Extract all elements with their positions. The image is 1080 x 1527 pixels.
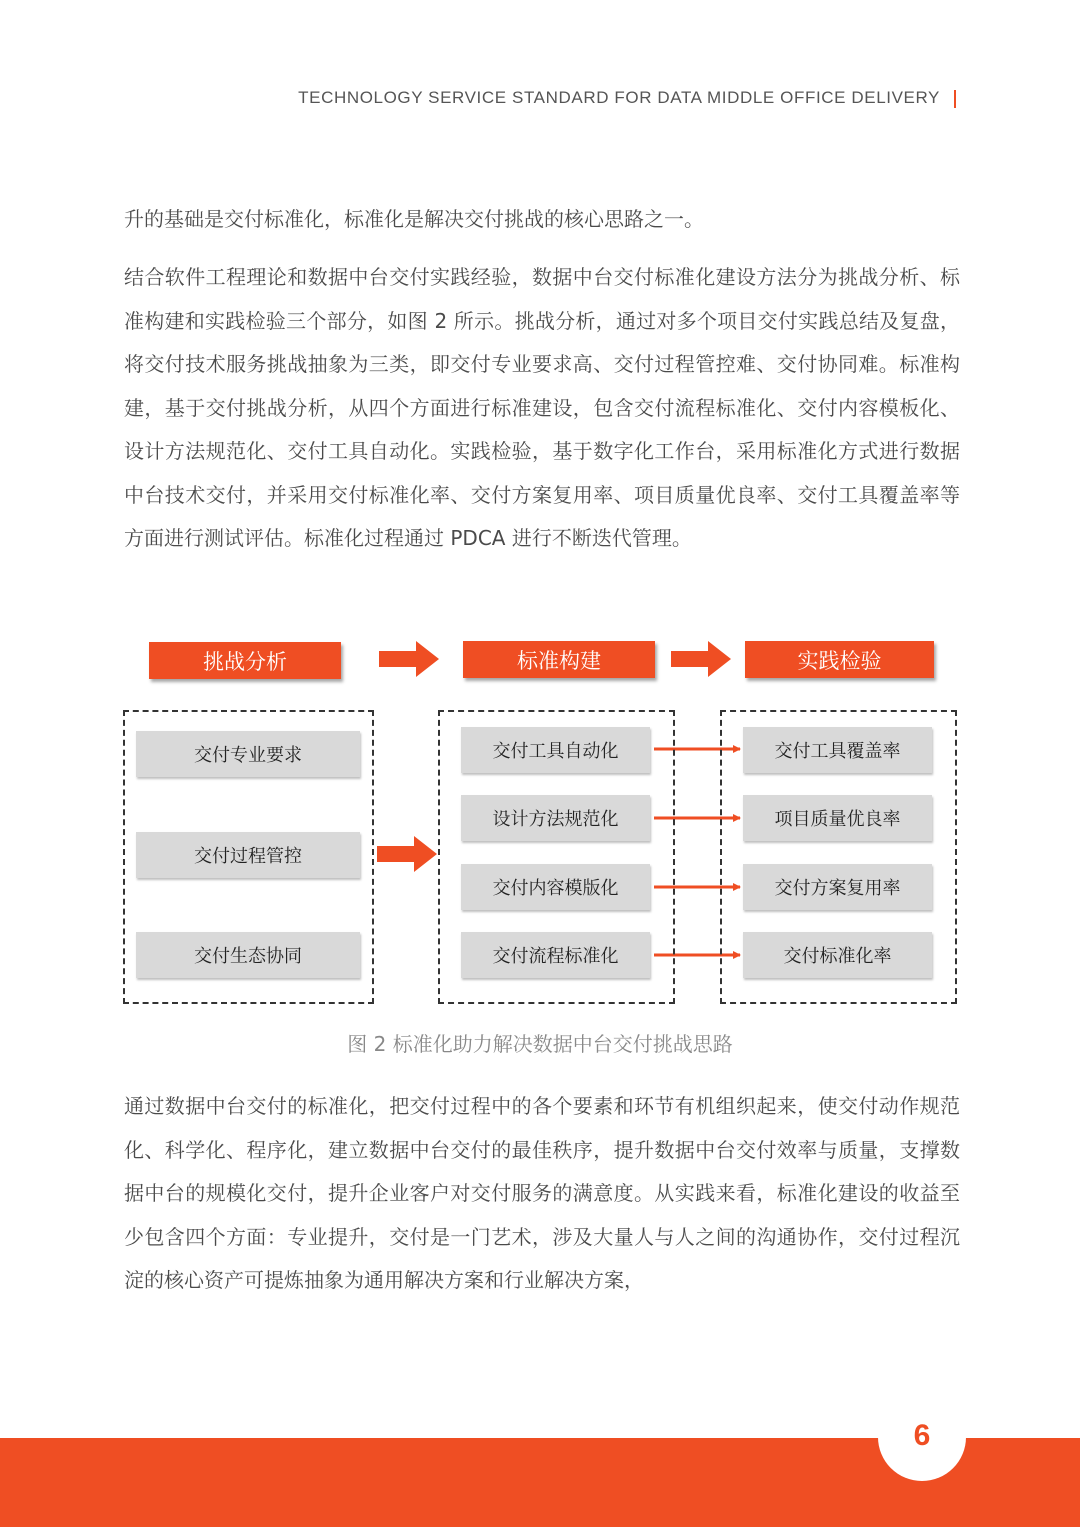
paragraph-1: 升的基础是交付标准化，标准化是解决交付挑战的核心思路之一。 <box>124 207 704 231</box>
paragraph-2: 结合软件工程理论和数据中台交付实践经验，数据中台交付标准化建设方法分为挑战分析、标准构建和实践检验三个部分，如图 2 所示。挑战分析，通过对多个项目交付实践总结及复盘，将交付技术服务挑战抽象为三类，即交付专业要求高、交付过程管控难、交付协同难。标准构建，基于交付挑战分析，从四个方面进行标准建设，包含交付流程标准化、交付内容模板化、设计方法规范化、交付工具自动化。实践检验，基于数字化工作台，采用标准化方式进行数据中台技术交付，并采用交付标准化率、交付方案复用率、项目质量优良率、交付工具覆盖率等方面进行测试评估。标准化过程通过 PDCA 进行不断迭代管理。 <box>124 265 960 550</box>
standard-item: 交付工具自动化 <box>461 727 650 773</box>
practice-item: 交付标准化率 <box>743 932 932 978</box>
page-number: 6 <box>913 1419 931 1452</box>
stage-practice-verification: 实践检验 <box>745 641 934 678</box>
challenge-to-standard-arrow-icon <box>377 836 437 872</box>
page-number-badge <box>878 1393 966 1481</box>
figure-caption: 图 2 标准化助力解决数据中台交付挑战思路 <box>347 1032 733 1056</box>
practice-item: 项目质量优良率 <box>743 795 932 841</box>
challenge-item: 交付过程管控 <box>136 832 360 878</box>
standard-item: 设计方法规范化 <box>461 795 650 841</box>
stage-arrow-1-icon <box>379 641 439 677</box>
stage-arrow-2-icon <box>671 641 731 677</box>
challenge-item: 交付生态协同 <box>136 932 360 978</box>
stage-challenge-analysis: 挑战分析 <box>149 642 341 679</box>
practice-item: 交付工具覆盖率 <box>743 727 932 773</box>
practice-item: 交付方案复用率 <box>743 864 932 910</box>
standard-item: 交付内容模版化 <box>461 864 650 910</box>
challenge-item: 交付专业要求 <box>136 731 360 777</box>
running-header: TECHNOLOGY SERVICE STANDARD FOR DATA MIDDLE OFFICE DELIVERY <box>298 88 940 107</box>
standard-item: 交付流程标准化 <box>461 932 650 978</box>
paragraph-3: 通过数据中台交付的标准化，把交付过程中的各个要素和环节有机组织起来，使交付动作规范化、科学化、程序化，建立数据中台交付的最佳秩序，提升数据中台交付效率与质量，支撑数据中台的规模化交付，提升企业客户对交付服务的满意度。从实践来看，标准化建设的收益至少包含四个方面：专业提升，交付是一门艺术，涉及大量人与人之间的沟通协作，交付过程沉淀的核心资产可提炼抽象为通用解决方案和行业解决方案， <box>124 1094 960 1292</box>
stage-standard-building: 标准构建 <box>463 641 655 678</box>
